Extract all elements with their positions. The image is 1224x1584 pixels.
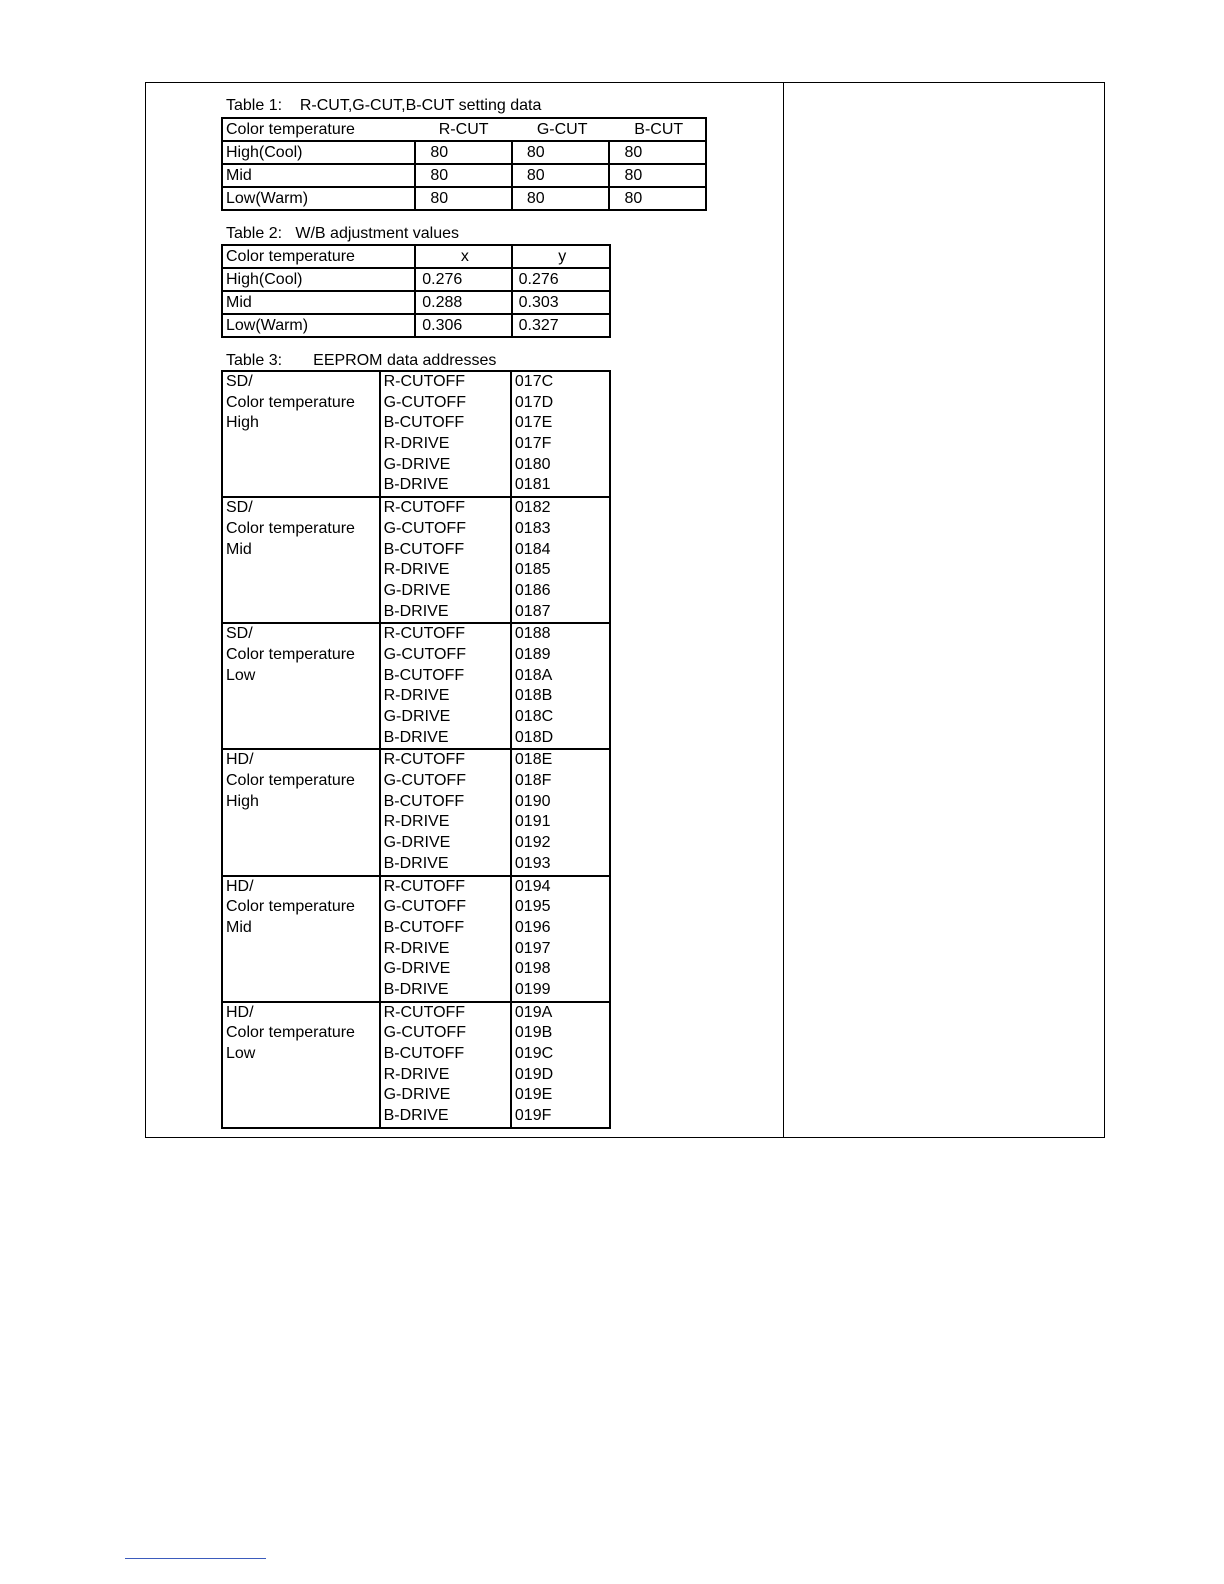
table-cell [222,371,380,497]
register-address: 017C [514,373,554,390]
table2-caption: Table 2: W/B adjustment values [226,225,459,242]
register-name: G-DRIVE [383,834,451,852]
table-cell [380,749,511,875]
register-name: B-CUTOFF [383,414,465,432]
table-cell [222,1002,380,1128]
table-row [222,314,610,337]
table2-header-row [222,245,610,268]
register-name: G-DRIVE [383,455,451,473]
group-label-line: HD/ [226,877,254,895]
table-row [222,876,610,1002]
register-address: 018A [514,666,553,684]
register-name: G-CUTOFF [383,519,466,537]
register-address: 017D [514,393,554,411]
register-address: 018C [514,708,554,725]
table-row [222,141,706,164]
register-name: B-CUTOFF [383,540,465,558]
table-row [222,497,610,623]
table-cell: High(Cool) [222,141,415,164]
table1-header-cell: G-CUT [512,118,610,141]
group-label-line: Mid [226,918,252,936]
table-cell: 0.276 [512,268,610,291]
register-name: B-CUTOFF [383,1045,465,1062]
register-name: G-DRIVE [383,708,451,725]
register-name: G-DRIVE [383,1086,451,1104]
register-address: 0193 [514,854,551,872]
register-name: R-CUTOFF [383,877,466,895]
register-address: 0191 [514,813,551,831]
table-row [222,291,610,314]
table-cell [380,1002,511,1128]
group-label-line: High [226,792,259,810]
table-cell: 0.276 [415,268,511,291]
group-label-line: Mid [226,540,252,558]
table-cell [511,1002,610,1128]
register-address: 0189 [514,645,551,663]
table1 [221,117,707,211]
table-cell: 80 [512,164,610,187]
table1-header-row [222,118,706,141]
register-address: 018D [514,728,554,746]
register-name: B-DRIVE [383,980,449,998]
register-name: R-DRIVE [383,561,450,579]
register-name: R-DRIVE [383,687,450,705]
table-row [222,187,706,210]
register-address: 018B [514,687,553,705]
register-address: 019F [514,1107,552,1125]
table-cell [380,876,511,1002]
table-cell [511,749,610,875]
table-cell: 80 [609,164,706,187]
table1-caption: Table 1: R-CUT,G-CUT,B-CUT setting data [226,97,542,114]
register-address: 019D [514,1065,554,1083]
register-name: B-DRIVE [383,476,449,494]
footer-rule [125,1558,266,1559]
table2-header-cell: x [415,245,511,268]
table2 [221,244,611,338]
table-cell: Low(Warm) [222,187,415,210]
register-address: 0183 [514,519,551,537]
group-label-line: High [226,414,259,432]
register-name: R-CUTOFF [383,625,466,643]
table-cell: Mid [222,291,415,314]
table-cell: 80 [415,141,512,164]
group-label-line: Low [226,666,256,684]
register-address: 017E [514,414,553,432]
register-address: 0180 [514,455,551,473]
register-name: R-DRIVE [383,435,450,453]
table2-header-cell: y [512,245,610,268]
table-cell: 0.303 [512,291,610,314]
group-label-line: Low [226,1045,256,1062]
register-name: R-CUTOFF [383,1003,466,1021]
table-cell: Mid [222,164,415,187]
register-address: 019B [514,1024,553,1042]
table-cell: 80 [512,187,610,210]
register-address: 0186 [514,581,551,599]
register-name: B-CUTOFF [383,918,465,936]
table-cell: 80 [512,141,610,164]
table1-header-cell: R-CUT [415,118,512,141]
register-address: 0190 [514,792,551,810]
register-name: B-DRIVE [383,854,449,872]
register-address: 0185 [514,561,551,579]
table-cell [511,371,610,497]
group-label-line: HD/ [226,751,254,769]
group-label-line: HD/ [226,1003,254,1021]
table-cell: 0.288 [415,291,511,314]
register-address: 0182 [514,499,551,517]
register-name: B-CUTOFF [383,792,465,810]
register-address: 0192 [514,834,551,852]
register-name: G-DRIVE [383,960,451,978]
register-address: 0196 [514,918,551,936]
register-name: B-DRIVE [383,1107,449,1125]
register-address: 0195 [514,898,551,916]
table-cell [380,371,511,497]
table2-header-cell: Color temperature [222,245,415,268]
register-name: R-DRIVE [383,813,450,831]
register-name: G-CUTOFF [383,898,466,916]
register-name: G-CUTOFF [383,772,466,790]
table-cell [222,876,380,1002]
group-label-line: Color temperature [226,898,355,916]
register-address: 0194 [514,877,551,895]
table-cell: 0.327 [512,314,610,337]
table-cell: 80 [609,141,706,164]
group-label-line: Color temperature [226,393,355,411]
table-row [222,1002,610,1128]
table-cell: High(Cool) [222,268,415,291]
table-cell: 80 [415,164,512,187]
register-address: 018E [514,751,553,769]
table-cell [511,497,610,623]
table-cell [511,623,610,749]
register-name: G-CUTOFF [383,393,466,411]
table-cell: Low(Warm) [222,314,415,337]
table3 [221,370,611,1129]
register-name: G-DRIVE [383,581,451,599]
group-label-line: Color temperature [226,772,355,790]
register-address: 0188 [514,625,551,643]
register-name: G-CUTOFF [383,1024,466,1042]
table-cell [222,623,380,749]
register-name: G-CUTOFF [383,645,466,663]
table-row [222,623,610,749]
register-name: R-DRIVE [383,939,450,957]
table-cell: 80 [609,187,706,210]
table-row [222,749,610,875]
register-name: R-DRIVE [383,1065,450,1083]
group-label-line: SD/ [226,499,253,517]
table-cell: 80 [415,187,512,210]
table-cell: 0.306 [415,314,511,337]
register-address: 018F [514,772,552,790]
register-address: 019A [514,1003,553,1021]
register-address: 019C [514,1045,554,1062]
register-name: B-DRIVE [383,728,449,746]
table-cell [380,623,511,749]
register-address: 0197 [514,939,551,957]
register-name: B-CUTOFF [383,666,465,684]
column-divider [783,82,784,1138]
table-row [222,164,706,187]
register-name: B-DRIVE [383,602,449,620]
register-address: 0181 [514,476,551,494]
group-label-line: SD/ [226,625,253,643]
table-cell [222,749,380,875]
table-row [222,371,610,497]
register-address: 019E [514,1086,553,1104]
register-address: 0187 [514,602,551,620]
register-name: R-CUTOFF [383,751,466,769]
table-cell [380,497,511,623]
register-name: R-CUTOFF [383,499,466,517]
register-address: 0184 [514,540,551,558]
group-label-line: SD/ [226,373,253,390]
register-address: 0198 [514,960,551,978]
table1-header-cell: Color temperature [222,118,415,141]
group-label-line: Color temperature [226,519,355,537]
register-name: R-CUTOFF [383,373,466,390]
table1-header-cell: B-CUT [609,118,706,141]
group-label-line: Color temperature [226,645,355,663]
group-label-line: Color temperature [226,1024,355,1042]
table-cell [222,497,380,623]
table-cell [511,876,610,1002]
table-row [222,268,610,291]
register-address: 017F [514,435,552,453]
register-address: 0199 [514,980,551,998]
table3-caption: Table 3: EEPROM data addresses [226,352,497,369]
